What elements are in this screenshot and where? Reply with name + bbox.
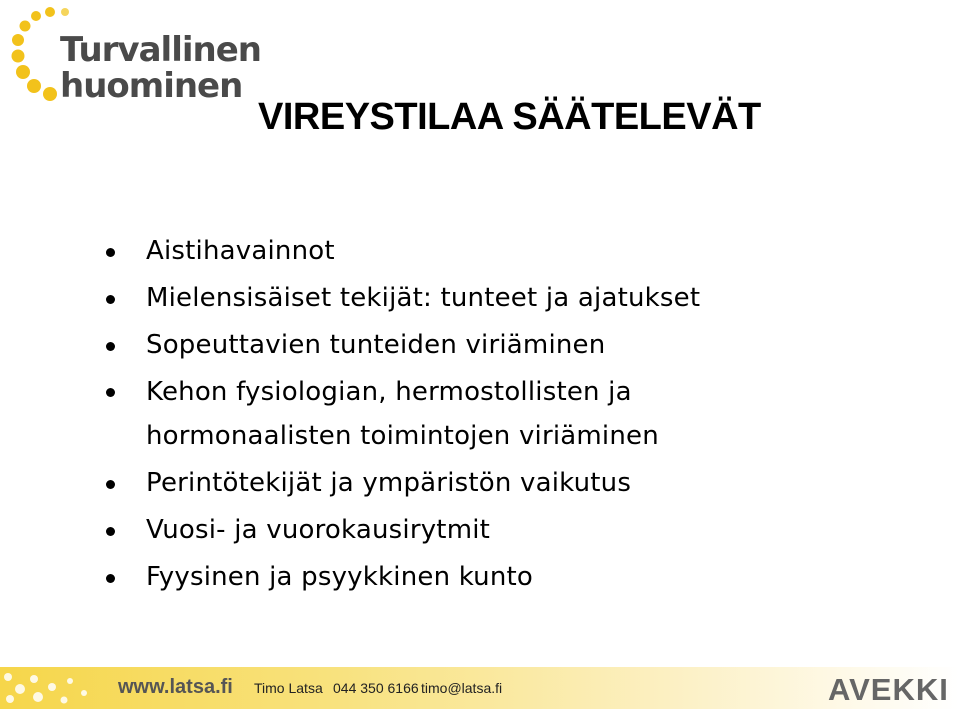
turvallinen-huominen-logo — [10, 6, 261, 106]
bullet-item: Perintötekijät ja ympäristön vaikutus — [104, 460, 904, 507]
bullet-item: Fyysinen ja psyykkinen kunto — [104, 554, 904, 601]
footer-phone: 044 350 6166 — [333, 680, 419, 696]
footer-band — [0, 667, 959, 709]
slide-title: VIREYSTILAA SÄÄTELEVÄT — [258, 96, 761, 138]
logo-line-1: Turvallinen — [60, 30, 261, 70]
bullet-list — [104, 228, 904, 601]
footer-email[interactable]: timo@latsa.fi — [421, 680, 503, 696]
footer-contact-name: Timo Latsa — [254, 680, 323, 696]
bullet-item: Aistihavainnot — [104, 228, 904, 275]
logo-line-2: huominen — [60, 66, 243, 106]
avekki-logo-text: AVEKKI — [828, 673, 949, 705]
footer-website-link[interactable]: www.latsa.fi — [118, 676, 233, 698]
bullet-item: Kehon fysiologian, hermostollisten ja hormonaalisten toimintojen viriäminen — [104, 369, 666, 460]
footer-dots-icon — [0, 667, 100, 709]
bullet-item: Vuosi- ja vuorokausirytmit — [104, 507, 904, 554]
bullet-item: Mielensisäiset tekijät: tunteet ja ajatukset — [104, 275, 904, 322]
avekki-logo — [828, 673, 953, 705]
bullet-item: Sopeuttavien tunteiden viriäminen — [104, 322, 904, 369]
